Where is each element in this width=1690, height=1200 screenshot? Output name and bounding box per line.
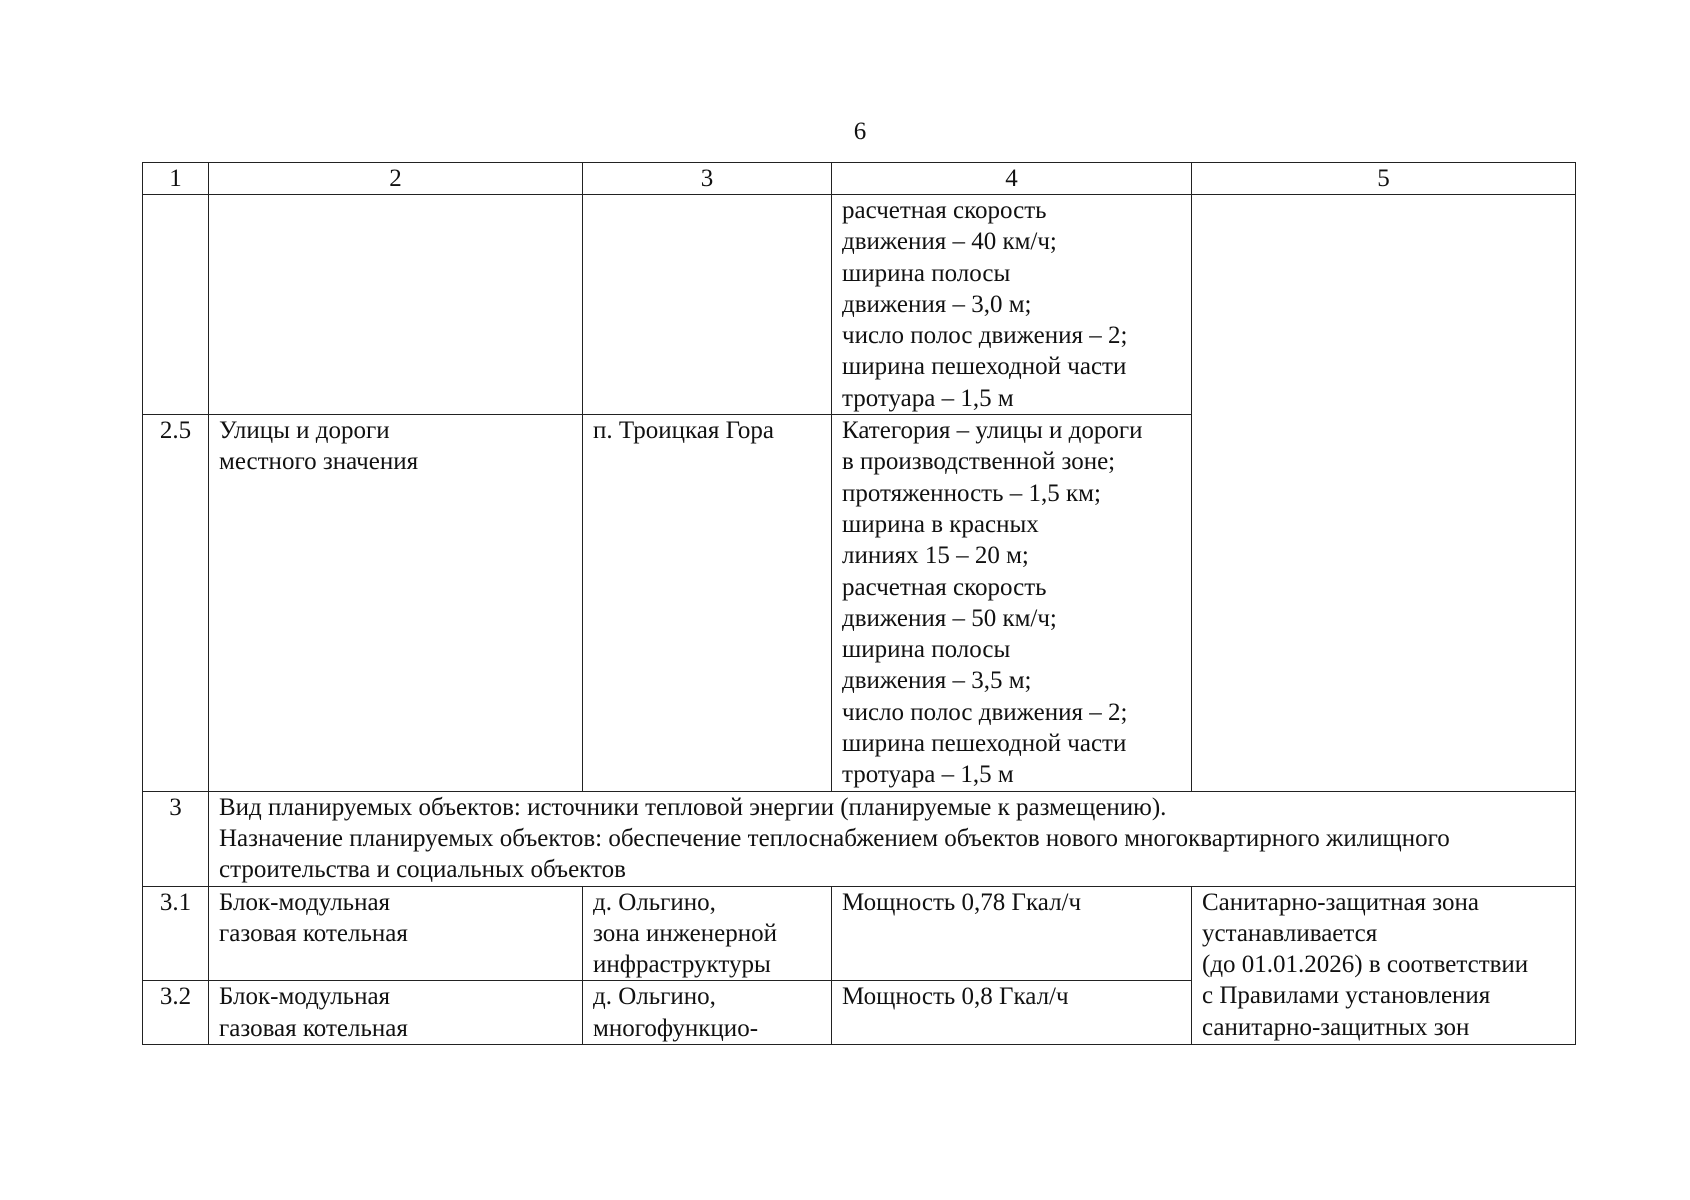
text-line: с Правилами установления [1202,982,1491,1010]
characteristics-cell [832,415,1192,792]
text-line: п. Троицкая Гора [593,417,774,445]
text-line: д. Ольгино, [593,888,716,916]
text-line: Мощность 0,78 Гкал/ч [842,888,1082,916]
header-cell-5: 5 [1192,163,1576,195]
location-cell [583,886,832,981]
text-line: местного значения [219,448,419,476]
text-line: газовая котельная [219,919,408,947]
location-cell [583,415,832,792]
row-number-cell [143,195,209,415]
name-cell [209,886,583,981]
header-cell-4: 4 [832,163,1192,195]
text-line: число полос движения – 2; [842,698,1128,726]
row-number-cell: 3.2 [143,981,209,1045]
header-row [143,163,1576,195]
table-row-3-1 [143,886,1576,981]
name-cell [209,415,583,792]
text-line: ширина полосы [842,259,1011,287]
characteristics-cell [832,195,1192,415]
text-line: движения – 50 км/ч; [842,604,1057,632]
row-number-cell: 3 [143,791,209,886]
text-line: расчетная скорость [842,573,1047,601]
text-line: ширина полосы [842,636,1011,664]
text-line: Санитарно-защитная зона [1202,888,1480,916]
text-line: зона инженерной [593,919,777,947]
section-row-3 [143,791,1576,886]
name-cell [209,981,583,1045]
text-line: протяженность – 1,5 км; [842,479,1101,507]
text-line: многофункцио- [593,1014,759,1042]
text-line: движения – 3,5 м; [842,667,1032,695]
text-line: Вид планируемых объектов: источники тепловой энергии (планируемые к размещению). [219,793,1167,821]
text-line: строительства и социальных объектов [219,856,626,884]
zone-cell-merged [1192,195,1576,792]
text-line: санитарно-защитных зон [1202,1013,1470,1041]
text-line: (до 01.01.2026) в соответствии [1202,951,1529,979]
planned-objects-table [142,162,1576,1045]
characteristics-cell [832,981,1192,1045]
text-line: газовая котельная [219,1014,408,1042]
text-line: Улицы и дороги [219,417,390,445]
text-line: Блок-модульная [219,888,391,916]
text-line: движения – 3,0 м; [842,290,1032,318]
row-number-cell: 2.5 [143,415,209,792]
name-cell [209,195,583,415]
text-line: в производственной зоне; [842,448,1116,476]
table-row-continued [143,195,1576,415]
text-line: расчетная скорость [842,197,1047,224]
text-line: инфраструктуры [593,951,771,979]
section-description-cell [209,791,1576,886]
zone-cell [1192,886,1576,1044]
text-line: устанавливается [1202,919,1378,947]
text-line: Блок-модульная [219,983,391,1011]
location-cell [583,981,832,1045]
characteristics-cell [832,886,1192,981]
text-line: ширина в красных [842,510,1039,538]
text-line: тротуара – 1,5 м [842,761,1014,789]
text-line: движения – 40 км/ч; [842,228,1057,256]
text-line: ширина пешеходной части [842,353,1127,381]
text-line: ширина пешеходной части [842,730,1127,758]
text-line: линиях 15 – 20 м; [842,542,1029,570]
text-line: д. Ольгино, [593,983,716,1011]
text-line: число полос движения – 2; [842,322,1128,350]
page-number: 6 [853,118,867,145]
text-line: Мощность 0,8 Гкал/ч [842,983,1069,1011]
text-line: Назначение планируемых объектов: обеспечение теплоснабжением объектов нового многоквартирного жилищного [219,824,1450,852]
header-cell-3: 3 [583,163,832,195]
text-line: Категория – улицы и дороги [842,417,1143,445]
text-line: тротуара – 1,5 м [842,384,1014,412]
header-cell-1: 1 [143,163,209,195]
header-cell-2: 2 [209,163,583,195]
location-cell [583,195,832,415]
row-number-cell: 3.1 [143,886,209,981]
